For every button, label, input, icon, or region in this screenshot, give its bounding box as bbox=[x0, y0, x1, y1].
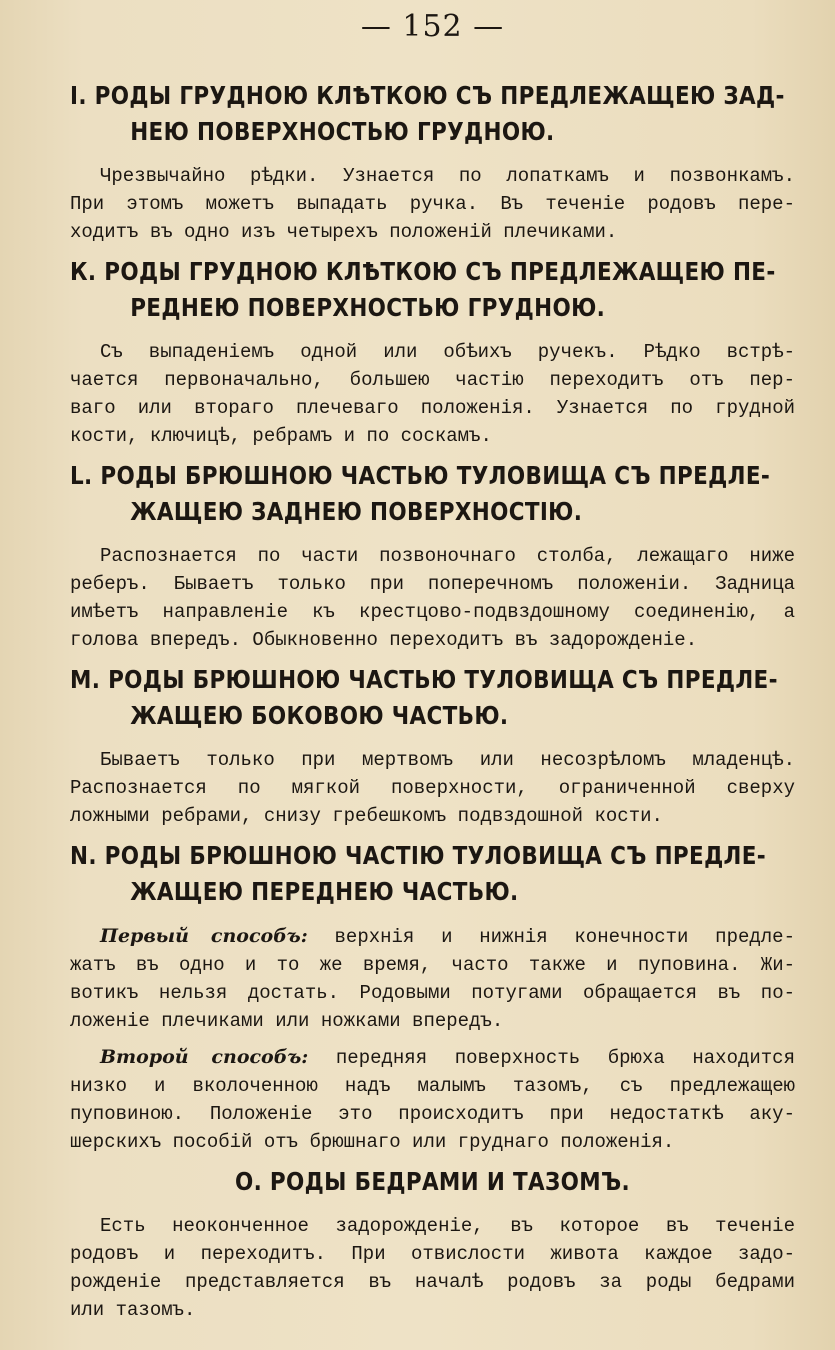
heading-line: РЕДНЕЮ ПОВЕРХНОСТЬЮ ГРУДНОЮ. bbox=[130, 293, 606, 322]
paragraph-line: Распознается по мягкой поверхности, ограниченной сверху bbox=[70, 777, 795, 799]
paragraph-line: чается первоначально, большею частію переходитъ отъ пер- bbox=[70, 369, 795, 391]
paragraph-text: передняя поверхность брюха находится bbox=[308, 1047, 795, 1069]
section-paragraph bbox=[70, 338, 795, 450]
section-paragraph bbox=[70, 1212, 795, 1324]
paragraph-line: рожденіе представляется въ началѣ родовъ за роды бедрами bbox=[70, 1271, 795, 1293]
section-paragraph bbox=[70, 542, 795, 654]
heading-line: ЖАЩЕЮ БОКОВОЮ ЧАСТЬЮ. bbox=[130, 701, 509, 730]
paragraph-line: Съ выпаденіемъ одной или обѣихъ ручекъ. Рѣдко встрѣ- bbox=[100, 341, 795, 363]
heading-line: L. РОДЫ БРЮШНОЮ ЧАСТЬЮ ТУЛОВИЩА СЪ ПРЕДЛЕ- bbox=[70, 461, 771, 490]
section-heading bbox=[121, 1164, 745, 1200]
section-heading bbox=[70, 78, 785, 150]
section-paragraph bbox=[70, 746, 795, 830]
paragraph-line: вотикъ нельзя достать. Родовыми потугами обращается въ по- bbox=[70, 982, 795, 1004]
paragraph-line: жатъ въ одно и то же время, часто также и пуповина. Жи- bbox=[70, 954, 795, 976]
heading-line: НЕЮ ПОВЕРХНОСТЬЮ ГРУДНОЮ. bbox=[130, 117, 555, 146]
paragraph-line bbox=[70, 1043, 795, 1072]
paragraph-line: ложеніе плечиками или ножками впередъ. bbox=[70, 1010, 504, 1032]
paragraph-lead: Второй способъ: bbox=[100, 1046, 309, 1068]
paragraph-line: При этомъ можетъ выпадать ручка. Въ теченіе родовъ пере- bbox=[70, 193, 795, 215]
paragraph-line: Есть неоконченное задорожденіе, въ которое въ теченіе bbox=[100, 1215, 795, 1237]
paragraph-line: шерскихъ пособій отъ брюшнаго или груднаго положенія. bbox=[70, 1131, 675, 1153]
page-number: — 152 — bbox=[360, 9, 505, 44]
section-l bbox=[70, 458, 795, 654]
paragraph-line: ходитъ въ одно изъ четырехъ положеній плечиками. bbox=[70, 221, 618, 243]
section-n bbox=[70, 838, 795, 1156]
heading-line: I. РОДЫ ГРУДНОЮ КЛѢТКОЮ СЪ ПРЕДЛЕЖАЩЕЮ ЗАД- bbox=[70, 81, 785, 110]
heading-line: N. РОДЫ БРЮШНОЮ ЧАСТІЮ ТУЛОВИЩА СЪ ПРЕДЛЕ- bbox=[70, 841, 767, 870]
heading-line: ЖАЩЕЮ ПЕРЕДНЕЮ ЧАСТЬЮ. bbox=[130, 877, 519, 906]
section-o bbox=[70, 1164, 795, 1324]
section-k bbox=[70, 254, 795, 450]
heading-line: К. РОДЫ ГРУДНОЮ КЛѢТКОЮ СЪ ПРЕДЛЕЖАЩЕЮ ПЕ- bbox=[70, 257, 776, 286]
paragraph-line: Бываетъ только при мертвомъ или несозрѣломъ младенцѣ. bbox=[100, 749, 795, 771]
section-paragraph bbox=[70, 922, 795, 1035]
section-heading bbox=[70, 254, 776, 326]
paragraph-line: ваго или втораго плечеваго положенія. Узнается по грудной bbox=[70, 397, 795, 419]
heading-line: ЖАЩЕЮ ЗАДНЕЮ ПОВЕРХНОСТІЮ. bbox=[130, 497, 583, 526]
section-heading bbox=[70, 458, 771, 530]
paragraph-text: верхнія и нижнія конечности предле- bbox=[307, 926, 795, 948]
section-paragraph bbox=[70, 162, 795, 246]
section-i bbox=[70, 78, 795, 246]
paragraph-line: родовъ и переходитъ. При отвислости живота каждое задо- bbox=[70, 1243, 795, 1265]
paragraph-line: Чрезвычайно рѣдки. Узнается по лопаткамъ и позвонкамъ. bbox=[100, 165, 795, 187]
paragraph-line bbox=[70, 922, 795, 951]
paragraph-line: или тазомъ. bbox=[70, 1299, 196, 1321]
heading-line: М. РОДЫ БРЮШНОЮ ЧАСТЬЮ ТУЛОВИЩА СЪ ПРЕДЛЕ- bbox=[70, 665, 778, 694]
paragraph-line: имѣетъ направленіе къ крестцово-подвздошному соединенію, а bbox=[70, 601, 795, 623]
section-paragraph bbox=[70, 1043, 795, 1156]
paragraph-line: пуповиною. Положеніе это происходитъ при недостаткѣ аку- bbox=[70, 1103, 795, 1125]
section-heading bbox=[70, 838, 767, 910]
paragraph-lead: Первый способъ: bbox=[100, 925, 308, 947]
heading-line: О. РОДЫ БЕДРАМИ И ТАЗОМЪ. bbox=[234, 1167, 631, 1196]
paragraph-line: ложными ребрами, снизу гребешкомъ подвздошной кости. bbox=[70, 805, 663, 827]
paragraph-line: Распознается по части позвоночнаго столба, лежащаго ниже bbox=[100, 545, 795, 567]
paragraph-line: голова впередъ. Обыкновенно переходитъ въ задорожденіе. bbox=[70, 629, 698, 651]
paragraph-line: низко и вколоченною надъ малымъ тазомъ, съ предлежащею bbox=[70, 1075, 795, 1097]
paragraph-line: реберъ. Бываетъ только при поперечномъ положеніи. Задница bbox=[70, 573, 795, 595]
paragraph-line: кости, ключицѣ, ребрамъ и по соскамъ. bbox=[70, 425, 492, 447]
section-m bbox=[70, 662, 795, 830]
section-heading bbox=[70, 662, 778, 734]
